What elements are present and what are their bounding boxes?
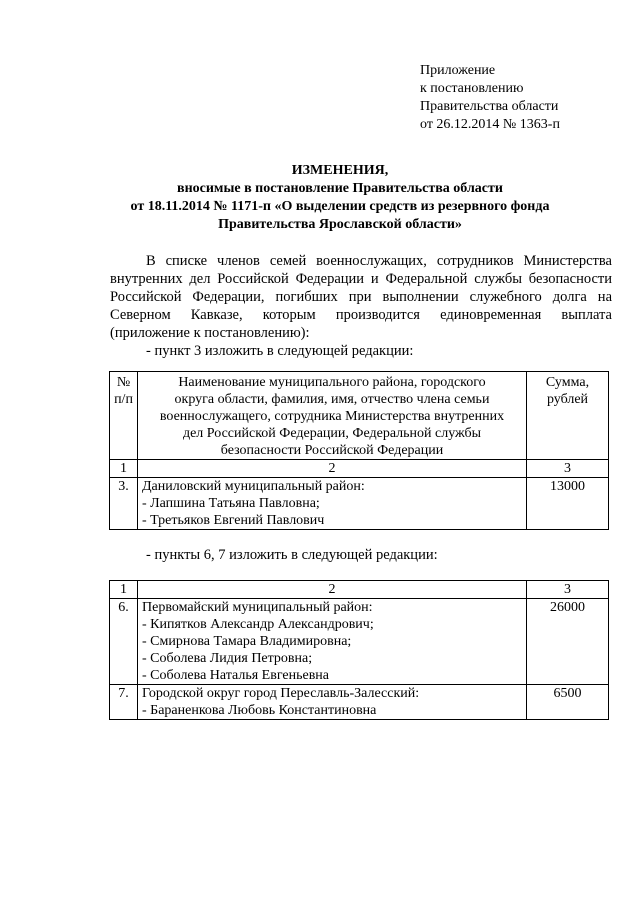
instruction-points-6-7: - пункты 6, 7 изложить в следующей редакции: (146, 547, 438, 563)
table-point-3 (109, 371, 609, 530)
row-content (138, 478, 527, 530)
row-line: - Кипятков Александр Александрович; (142, 617, 374, 632)
intro-line: (приложение к постановлению): (110, 325, 310, 341)
header-name-cell (138, 372, 527, 460)
row-line: Даниловский муниципальный район: (142, 479, 365, 494)
column-number: 1 (110, 581, 138, 599)
row-content (138, 685, 527, 720)
header-text: рублей (546, 392, 589, 407)
title-heading: ИЗМЕНЕНИЯ, (291, 163, 389, 178)
column-number: 2 (138, 460, 527, 478)
row-line: - Лапшина Татьяна Павловна; (142, 496, 320, 511)
intro-line: В списке членов семей военнослужащих, сотрудников Министерства (146, 253, 612, 269)
row-line: - Соболева Лидия Петровна; (142, 651, 313, 666)
row-number: 3. (110, 478, 138, 530)
title-line: от 18.11.2014 № 1171-п «О выделении средств из резервного фонда (130, 199, 550, 214)
intro-line: внутренних дел Российской Федерации и Федеральной службы безопасности (110, 271, 612, 287)
row-sum: 6500 (527, 685, 609, 720)
header-number-cell (110, 372, 138, 460)
annex-line: от 26.12.2014 № 1363-п (420, 117, 560, 132)
header-text: № (116, 375, 131, 390)
table-column-numbers-row (110, 581, 609, 599)
annex-line: Правительства области (420, 99, 559, 114)
row-line: - Соболева Наталья Евгеньевна (142, 668, 330, 683)
intro-paragraph (110, 252, 612, 342)
table-header-row (110, 372, 609, 460)
annex-line: Приложение (420, 63, 496, 78)
row-sum: 26000 (527, 599, 609, 685)
column-number: 3 (527, 460, 609, 478)
header-text: п/п (114, 392, 133, 407)
column-number: 2 (138, 581, 527, 599)
row-content (138, 599, 527, 685)
column-number: 3 (527, 581, 609, 599)
document-title (100, 162, 580, 234)
row-line: Городской округ город Переславль-Залесский: (142, 686, 420, 701)
annex-line: к постановлению (420, 81, 524, 96)
row-line: - Третьяков Евгений Павлович (142, 513, 325, 528)
row-sum: 13000 (527, 478, 609, 530)
row-line: - Бараненкова Любовь Константиновна (142, 703, 377, 718)
intro-line: Российской Федерации, погибших при выполнении служебного долга на (110, 289, 612, 305)
table-points-6-7 (109, 580, 609, 720)
title-line: вносимые в постановление Правительства области (177, 181, 503, 196)
header-text: Наименование муниципального района, городского (178, 375, 486, 390)
header-text: округа области, фамилия, имя, отчество члена семьи (174, 392, 490, 407)
row-number: 7. (110, 685, 138, 720)
header-text: военнослужащего, сотрудника Министерства внутренних (159, 409, 505, 424)
column-number: 1 (110, 460, 138, 478)
row-line: - Смирнова Тамара Владимировна; (142, 634, 352, 649)
row-number: 6. (110, 599, 138, 685)
row-line: Первомайский муниципальный район: (142, 600, 373, 615)
annex-block (420, 62, 560, 134)
table-row (110, 685, 609, 720)
intro-line: Северном Кавказе, которым производится единовременная выплата (110, 307, 612, 323)
header-text: безопасности Российской Федерации (220, 443, 444, 458)
table-column-numbers-row (110, 460, 609, 478)
table-row (110, 478, 609, 530)
instruction-point-3: - пункт 3 изложить в следующей редакции: (146, 343, 414, 359)
header-text: дел Российской Федерации, Федеральной службы (182, 426, 482, 441)
header-sum-cell (527, 372, 609, 460)
title-line: Правительства Ярославской области» (218, 217, 462, 232)
table-row (110, 599, 609, 685)
header-text: Сумма, (545, 375, 590, 390)
